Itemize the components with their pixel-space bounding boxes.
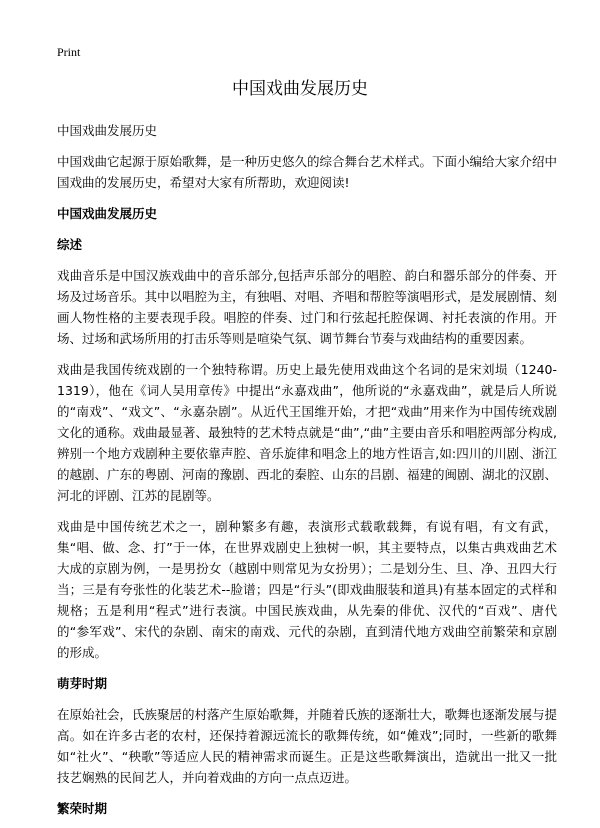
main-heading: 中国戏曲发展历史 [57, 206, 158, 221]
section-heading-overview: 综述 [57, 237, 83, 252]
article-body [57, 120, 557, 828]
subtitle: 中国戏曲发展历史 [57, 123, 158, 138]
overview-paragraph-1: 戏曲音乐是中国汉族戏曲中的音乐部分,包括声乐部分的唱腔、韵白和器乐部分的伴奏、开场及过场音乐。其中以唱腔为主，有独唱、对唱、齐唱和帮腔等演唱形式，是发展剧情、刻画人物性格的主要表现手段。唱腔的伴奏、过门和行弦起托腔保调、衬托表演的作用。开场、过场和武场所用的打击乐等则是喧染气氛、调节舞台节奏与戏曲结构的重要因素。 [57, 268, 558, 346]
section-heading-sprouting: 萌芽时期 [57, 676, 108, 691]
print-link[interactable]: Print [57, 45, 81, 59]
overview-paragraph-3: 戏曲是中国传统艺术之一，剧种繁多有趣，表演形式载歌载舞，有说有唱，有文有武，集“唱、做、念、打”于一体，在世界戏剧史上独树一帜，其主要特点，以集古典戏曲艺术大成的京剧为例，一是男扮女（越剧中则常见为女扮男）；二是划分生、旦、净、丑四大行当；三是有夸张性的化装艺术--脸谱；四是“行头”(即戏曲服装和道具)有基本固定的式样和规格；五是利用“程式”进行表演。中国民族戏曲，从先秦的俳优、汉代的“百戏”、唐代的“参军戏”、宋代的杂剧、南宋的南戏、元代的杂剧，直到清代地方戏曲空前繁荣和京剧的形成。 [57, 519, 557, 660]
sprouting-paragraph-1: 在原始社会，氏族聚居的村落产生原始歌舞，并随着氏族的逐渐壮大，歌舞也逐渐发展与提高。如在许多古老的农村，还保持着源远流长的歌舞传统，如“傩戏”;同时，一些新的歌舞如“社火”、“秧歌”等适应人民的精神需求而诞生。正是这些歌舞演出，造就出一批又一批技艺娴熟的民间艺人，并向着戏曲的方向一点点迈进。 [57, 707, 558, 785]
intro-paragraph: 中国戏曲它起源于原始歌舞，是一种历史悠久的综合舞台艺术样式。下面小编给大家介绍中国戏曲的发展历史，希望对大家有所帮助，欢迎阅读! [57, 154, 558, 190]
page-title: 中国戏曲发展历史 [232, 79, 368, 99]
overview-paragraph-2: 戏曲是我国传统戏剧的一个独特称谓。历史上最先使用戏曲这个名词的是宋刘埙（1240-1319），他在《词人吴用章传》中提出“永嘉戏曲”，他所说的“永嘉戏曲”，就是后人所说的“南戏”、“戏文”、“永嘉杂剧”。从近代王国维开始，才把“戏曲”用来作为中国传统戏剧文化的通称。戏曲最显著、最独特的艺术特点就是“曲”,“曲”主要由音乐和唱腔两部分构成,辨别一个地方戏剧种主要依靠声腔、音乐旋律和唱念上的地方性语言,如:四川的川剧、浙江的越剧、广东的粤剧、河南的豫剧、西北的秦腔、山东的吕剧、福建的闽剧、湖北的汉剧、河北的评剧、江苏的昆剧等。 [57, 362, 558, 503]
section-heading-prosperity: 繁荣时期 [57, 801, 108, 816]
